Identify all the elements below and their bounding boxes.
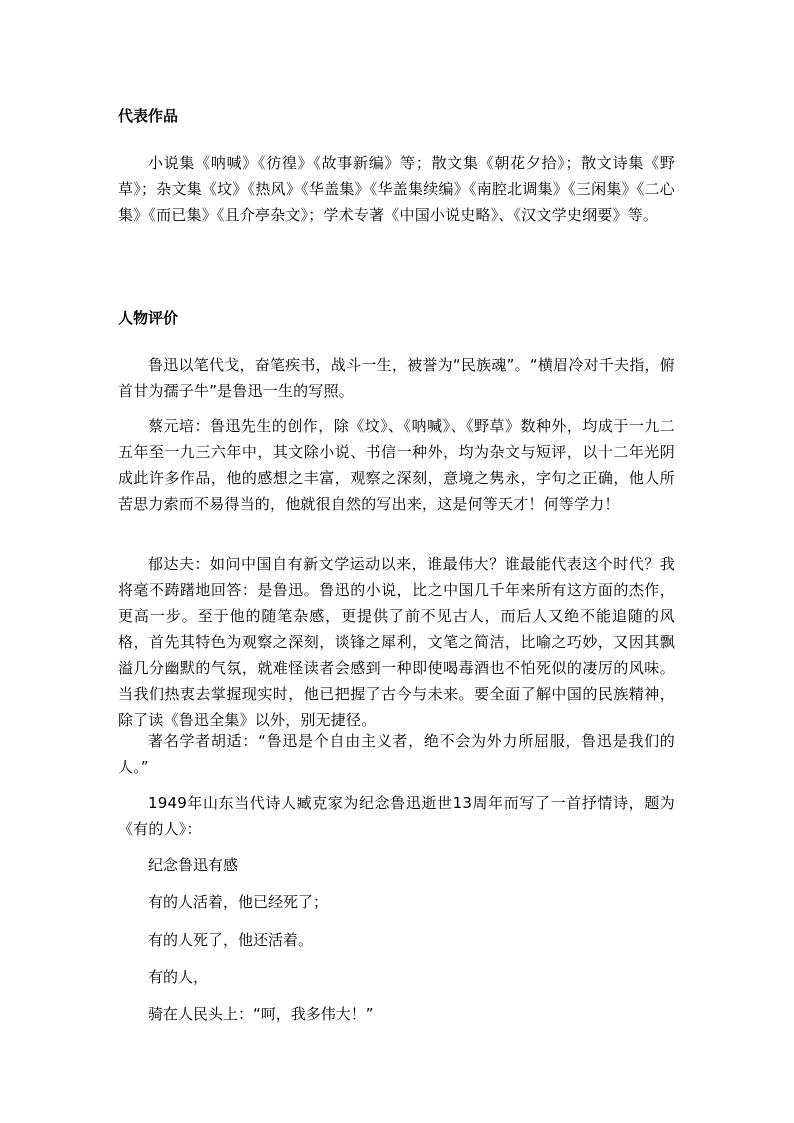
evaluation-paragraph-hu-shi: 著名学者胡适：“鲁迅是个自由主义者，绝不会为外力所屈服，鲁迅是我们的人。” bbox=[118, 732, 675, 776]
works-paragraph: 小说集《呐喊》《彷徨》《故事新编》等；散文集《朝花夕拾》；散文诗集《野草》；杂文集《坟》《热风》《华盖集》《华盖集续编》《南腔北调集》《三闲集》《二心集》《而已集》《且介亭杂文》；学术专著《中国小说史略》、《汉文学史纲要》等。 bbox=[118, 154, 675, 224]
poem-line: 骑在人民头上：“呵，我多伟大！” bbox=[148, 1005, 374, 1023]
evaluation-paragraph-cai-yuanpei: 蔡元培：鲁迅先生的创作，除《坟》、《呐喊》、《野草》数种外，均成于一九二五年至一九三六年中，其文除小说、书信一种外，均为杂文与短评，以十二年光阴成此许多作品，他的感想之丰富，观察之深刻，意境之隽永，字句之正确，他人所苦思力索而不易得当的，他就很自然的写出来，这是何等天才！何等学力！ bbox=[118, 417, 675, 513]
evaluation-paragraph-1: 鲁迅以笔代戈，奋笔疾书，战斗一生，被誉为“民族魂”。“横眉冷对千夫指，俯首甘为孺子牛”是鲁迅一生的写照。 bbox=[118, 356, 675, 400]
section-title-works: 代表作品 bbox=[118, 107, 179, 125]
section-title-evaluation: 人物评价 bbox=[118, 309, 179, 327]
poem-line: 有的人死了，他还活着。 bbox=[148, 931, 314, 949]
poem-line: 有的人活着，他已经死了； bbox=[148, 893, 329, 911]
poem-line: 纪念鲁迅有感 bbox=[148, 856, 239, 874]
evaluation-paragraph-zang-kejia: 1949年山东当代诗人臧克家为纪念鲁迅逝世13周年而写了一首抒情诗，题为《有的人》： bbox=[118, 794, 675, 838]
evaluation-paragraph-yu-dafu: 郁达夫：如问中国自有新文学运动以来，谁最伟大？谁最能代表这个时代？我将毫不踌躇地回答：是鲁迅。鲁迅的小说，比之中国几千年来所有这方面的杰作，更高一步。至于他的随笔杂感，更提供了前不见古人，而后人又绝不能追随的风格，首先其特色为观察之深刻，谈锋之犀利，文笔之简洁，比喻之巧妙，又因其飘溢几分幽默的气氛，就难怪读者会感到一种即使喝毒酒也不怕死似的凄厉的风味。当我们热衷去掌握现实时，他已把握了古今与未来。要全面了解中国的民族精神，除了读《鲁迅全集》以外，别无捷径。 bbox=[118, 555, 675, 729]
poem-line: 有的人， bbox=[148, 968, 209, 986]
